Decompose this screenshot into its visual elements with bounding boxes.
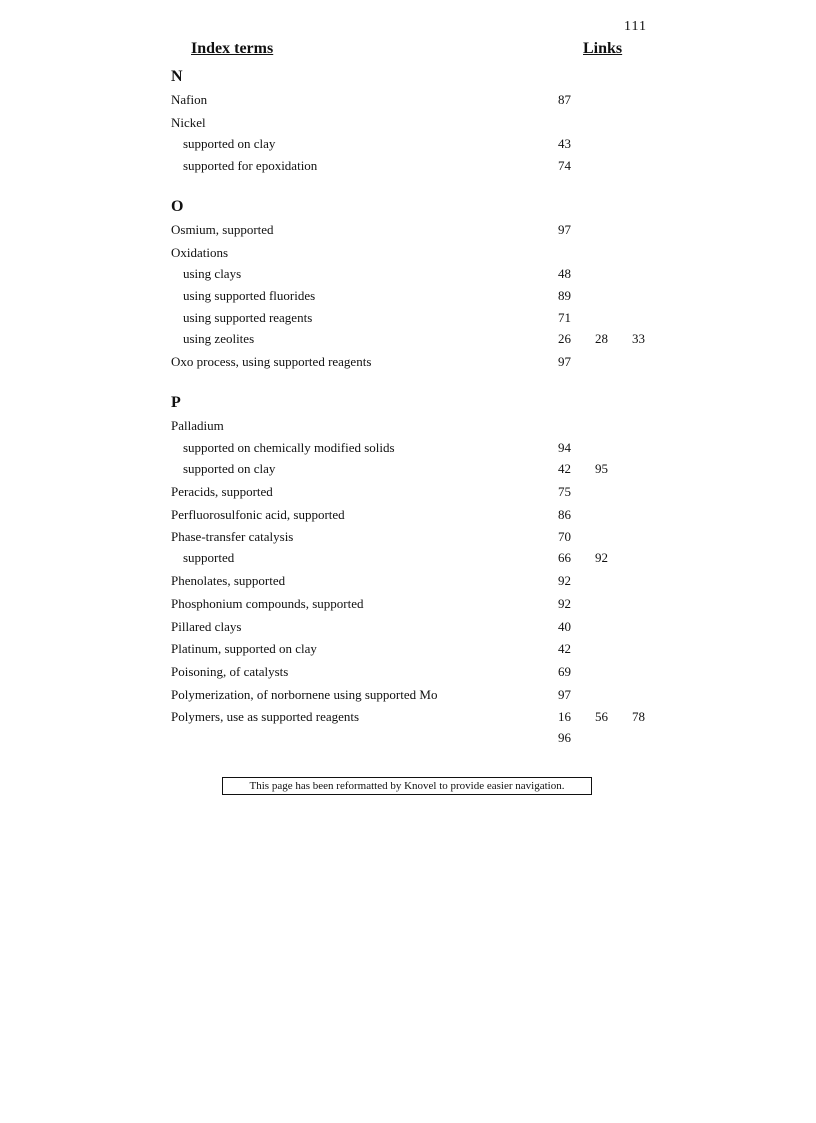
section-letter-o: O	[171, 198, 184, 215]
index-subterm: using zeolites	[183, 331, 255, 346]
page-link[interactable]: 89	[558, 288, 571, 303]
index-subterm: supported on clay	[183, 136, 276, 151]
index-term: Palladium	[171, 418, 224, 433]
index-entry	[0, 135, 816, 153]
page-link[interactable]: 56	[595, 709, 608, 724]
index-entry	[0, 157, 816, 175]
index-term: Nickel	[171, 115, 206, 130]
index-term: Polymers, use as supported reagents	[171, 709, 360, 724]
page-link[interactable]: 92	[595, 550, 608, 565]
page-link[interactable]: 69	[558, 664, 571, 679]
page-link[interactable]: 97	[558, 222, 571, 237]
index-entry	[0, 572, 816, 590]
page-link[interactable]: 92	[558, 573, 571, 588]
index-subterm: using supported reagents	[183, 310, 313, 325]
index-entry	[0, 708, 816, 726]
page-number: 111	[624, 19, 647, 34]
index-entry	[0, 549, 816, 567]
page-link[interactable]: 74	[558, 158, 571, 173]
page-link[interactable]: 42	[558, 461, 571, 476]
page-link[interactable]: 97	[558, 687, 571, 702]
index-term: Pillared clays	[171, 619, 242, 634]
page-link[interactable]: 70	[558, 529, 571, 544]
page-link[interactable]: 75	[558, 484, 571, 499]
index-term: Peracids, supported	[171, 484, 273, 499]
page-link[interactable]: 78	[632, 709, 645, 724]
page-link[interactable]: 40	[558, 619, 571, 634]
index-term: Perfluorosulfonic acid, supported	[171, 507, 345, 522]
index-entry	[0, 483, 816, 501]
index-entry	[0, 663, 816, 681]
index-term: Platinum, supported on clay	[171, 641, 317, 656]
index-entry	[0, 460, 816, 478]
index-entry	[0, 309, 816, 327]
page-link[interactable]: 43	[558, 136, 571, 151]
page-link[interactable]: 28	[595, 331, 608, 346]
index-entry	[0, 330, 816, 348]
page-link[interactable]: 16	[558, 709, 571, 724]
index-subterm: supported on clay	[183, 461, 276, 476]
index-entry	[0, 244, 816, 262]
index-term: Osmium, supported	[171, 222, 274, 237]
section-letter-p: P	[171, 394, 181, 411]
index-term: Oxidations	[171, 245, 229, 260]
page-link[interactable]: 71	[558, 310, 571, 325]
page-link[interactable]: 33	[632, 331, 645, 346]
index-term: Polymerization, of norbornene using supported Mo	[171, 687, 438, 702]
index-subterm: supported for epoxidation	[183, 158, 318, 173]
section-letter-n: N	[171, 68, 183, 85]
index-term: Phenolates, supported	[171, 573, 286, 588]
index-term: Nafion	[171, 92, 208, 107]
index-entry	[0, 618, 816, 636]
index-entry	[0, 417, 816, 435]
page-link[interactable]: 92	[558, 596, 571, 611]
index-entry	[0, 287, 816, 305]
page-link[interactable]: 26	[558, 331, 571, 346]
page-link[interactable]: 97	[558, 354, 571, 369]
index-entry	[0, 506, 816, 524]
page-link[interactable]: 48	[558, 266, 571, 281]
index-entry-continuation	[0, 729, 816, 747]
index-subterm: using clays	[183, 266, 242, 281]
index-entry	[0, 221, 816, 239]
index-term: Poisoning, of catalysts	[171, 664, 289, 679]
index-subterm: supported on chemically modified solids	[183, 440, 395, 455]
index-subterm: supported	[183, 550, 235, 565]
page-link[interactable]: 42	[558, 641, 571, 656]
page-link[interactable]: 96	[558, 730, 571, 745]
links-header: Links	[583, 40, 623, 57]
index-entry	[0, 353, 816, 371]
index-terms-header: Index terms	[191, 40, 274, 57]
index-entry	[0, 265, 816, 283]
page-link[interactable]: 87	[558, 92, 571, 107]
page-link[interactable]: 95	[595, 461, 608, 476]
index-entry	[0, 114, 816, 132]
index-entry	[0, 686, 816, 704]
index-entry	[0, 439, 816, 457]
index-entry	[0, 595, 816, 613]
index-term: Oxo process, using supported reagents	[171, 354, 372, 369]
index-term: Phase-transfer catalysis	[171, 529, 294, 544]
index-entry	[0, 91, 816, 109]
page-link[interactable]: 86	[558, 507, 571, 522]
index-entry	[0, 640, 816, 658]
page-link[interactable]: 66	[558, 550, 571, 565]
knovel-notice: This page has been reformatted by Knovel to provide easier navigation.	[222, 777, 592, 795]
index-term: Phosphonium compounds, supported	[171, 596, 364, 611]
index-entry	[0, 528, 816, 546]
page-link[interactable]: 94	[558, 440, 571, 455]
index-subterm: using supported fluorides	[183, 288, 316, 303]
